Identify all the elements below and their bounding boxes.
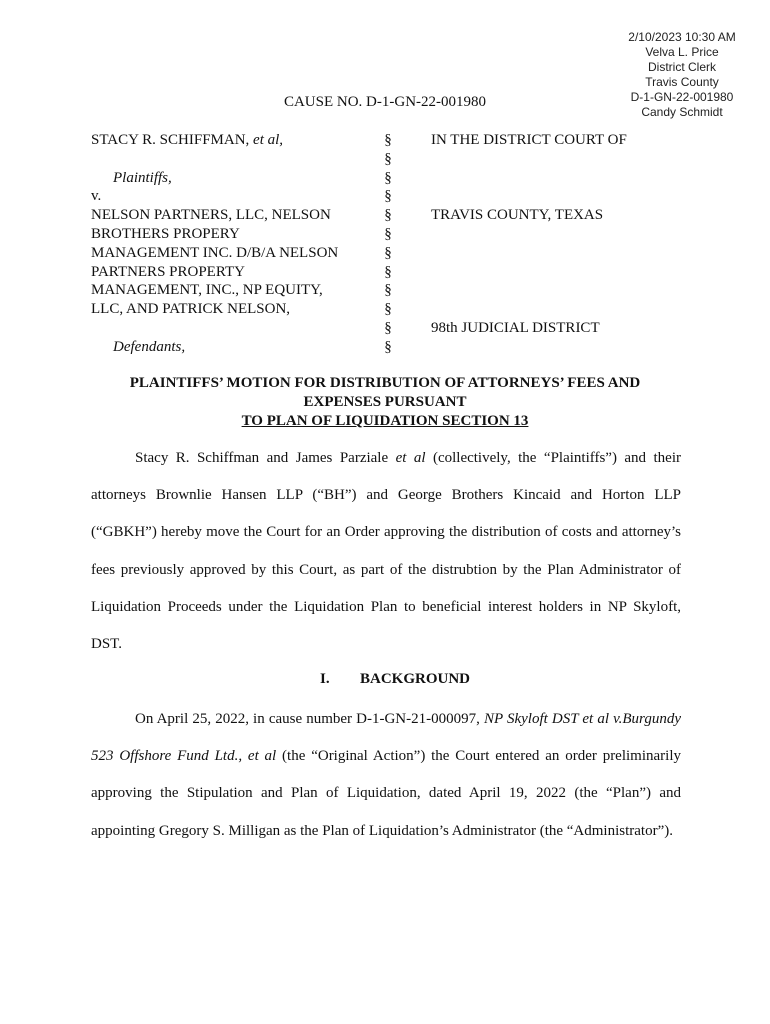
plaintiff-name: STACY R. SCHIFFMAN,: [91, 132, 250, 148]
cause-number: CAUSE NO. D-1-GN-22-001980: [283, 94, 487, 110]
court-name: IN THE DISTRICT COURT OF: [431, 132, 627, 148]
plaintiff-line: [91, 131, 376, 150]
intro-text: Stacy R. Schiffman and James Parziale: [135, 450, 396, 466]
paragraph-background: [91, 701, 681, 850]
stamp-clerk-name: Velva L. Price: [645, 45, 719, 59]
section-symbol: §: [384, 263, 392, 280]
court-county: TRAVIS COUNTY, TEXAS: [431, 207, 604, 224]
section-symbol: §: [384, 338, 392, 355]
section-label: BACKGROUND: [359, 671, 470, 687]
defendants-label: Defendants,: [113, 338, 186, 355]
intro-text-cont: (collectively, the “Plaintiffs”) and their attorneys Brownlie Hansen LLP (“BH”) and George Brothers Kincaid and Horton LLP (“GBKH”) hereby move the Court for an Order approving the distribution of costs and attorney’s fees previously approved by this Court, as part of the distrubtion by the Plan Administrator of Liquidation Proceeds under the Liquidation Plan to beneficial interest holders in NP Skyloft, DST.: [91, 450, 681, 653]
section-symbol: §: [384, 132, 392, 148]
section-symbol: §: [384, 301, 392, 318]
stamp-county: Travis County: [645, 75, 719, 89]
section-symbol: §: [384, 282, 392, 299]
background-text-cont: (the “Original Action”) the Court entered an order preliminarily approving the Stipulation and Plan of Liquidation, dated April 19, 2022 (the “Plan”) and appointing Gregory S. Milligan as the Plan of Liquidation’s Administrator (the “Administrator”).: [91, 748, 681, 839]
caption-parties: [91, 131, 376, 357]
versus: v.: [91, 188, 102, 205]
stamp-datetime: 2/10/2023 10:30 AM: [628, 30, 736, 44]
defendant-line: MANAGEMENT INC. D/B/A NELSON: [91, 244, 339, 261]
stamp-case-number: D-1-GN-22-001980: [630, 90, 734, 104]
defendant-line: BROTHERS PROPERY: [91, 225, 240, 242]
section-symbol: §: [384, 207, 392, 224]
section-number: I.: [319, 671, 330, 687]
section-symbol: §: [384, 150, 392, 167]
section-symbol: §: [384, 319, 392, 336]
caption-court: [431, 131, 691, 338]
plaintiffs-label: Plaintiffs,: [113, 169, 172, 186]
paragraph-intro: [91, 440, 681, 663]
section-heading: [0, 671, 770, 688]
intro-etal: et al: [395, 450, 426, 466]
defendant-line: LLC, AND PATRICK NELSON,: [91, 301, 291, 318]
section-symbol: §: [384, 169, 392, 186]
title-line-3: TO PLAN OF LIQUIDATION SECTION 13: [241, 413, 529, 429]
defendant-line: NELSON PARTNERS, LLC, NELSON: [91, 207, 331, 224]
title-line-1: PLAINTIFFS’ MOTION FOR DISTRIBUTION OF ATTORNEYS’ FEES AND: [129, 375, 641, 391]
motion-title: [0, 374, 770, 431]
defendant-line: MANAGEMENT, INC., NP EQUITY,: [91, 282, 323, 299]
plaintiff-etal: et al,: [253, 132, 284, 148]
section-symbol: §: [384, 244, 392, 261]
background-text: On April 25, 2022, in cause number D-1-GN-21-000097,: [135, 711, 484, 727]
title-line-2: EXPENSES PURSUANT: [303, 394, 467, 410]
section-symbol: §: [384, 225, 392, 242]
section-symbol-column: [381, 131, 395, 357]
section-symbol: §: [384, 188, 392, 205]
stamp-clerk-title: District Clerk: [648, 60, 716, 74]
stamp-deputy: Candy Schmidt: [641, 105, 723, 119]
case-name: NP Skyloft DST et al v.Burgundy 523 Offshore Fund Ltd., et al: [91, 711, 681, 765]
court-district: 98th JUDICIAL DISTRICT: [431, 319, 600, 336]
defendant-line: PARTNERS PROPERTY: [91, 263, 245, 280]
